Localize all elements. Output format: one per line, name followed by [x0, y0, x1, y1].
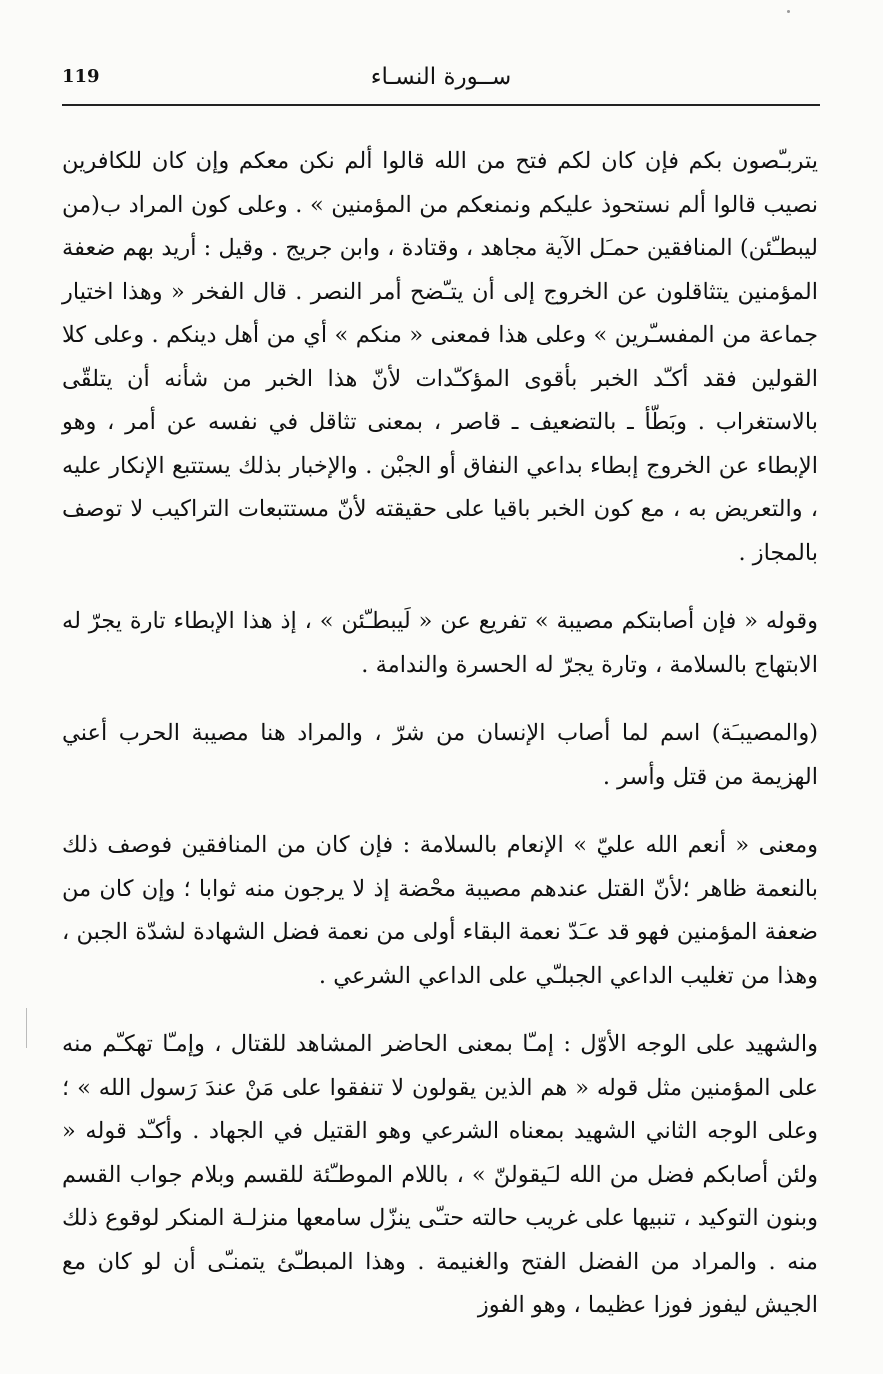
body-text [62, 140, 818, 1353]
paragraph: يتربـّصون بكم فإن كان لكم فتح من الله قالوا ألم نكن معكم وإن كان للكافرين نصيب قالوا ألم نستحوذ عليكم ونمنعكم من المؤمنين » . وعلى كون المراد ب(من ليبطـّئن) المنافقين حمـَل الآية مجاهد ، وقتادة ، وابن جريج . وقيل : أريد بهم ضعفة المؤمنين يتثاقلون عن الخروج إلى أن يتـّضح أمر النصر . قال الفخر « وهذا اختيار جماعة من المفسـّرين » وعلى هذا فمعنى « منكم » أي من أهل دينكم . وعلى كلا القولين فقد أكـّد الخبر بأقوى المؤكـّدات لأنّ هذا الخبر من شأنه أن يتلقّى بالاستغراب . وبَطّأ ـ بالتضعيف ـ قاصر ، بمعنى تثاقل في نفسه عن أمر ، وهو الإبطاء عن الخروج إبطاء بداعي النفاق أو الجبْن . والإخبار بذلك يستتبع الإنكار عليه ، والتعريض به ، مع كون الخبر باقيا على حقيقته لأنّ مستتبعات التراكيب لا توصف بالمجاز . [62, 148, 818, 566]
paragraph: (والمصيبـَة) اسم لما أصاب الإنسان من شرّ ، والمراد هنا مصيبة الحرب أعني الهزيمة من قتل وأسر . [62, 720, 818, 790]
paragraph: وقوله « فإن أصابتكم مصيبة » تفريع عن « لَيبطـّئن » ، إذ هذا الإبطاء تارة يجرّ له الابتهاج بالسلامة ، وتارة يجرّ له الحسرة والندامة . [62, 608, 818, 678]
paragraph: ومعنى « أنعم الله عليّ » الإنعام بالسلامة : فإن كان من المنافقين فوصف ذلك بالنعمة ظاهر ؛لأنّ القتل عندهم مصيبة محْضة إذ لا يرجون منه ثوابا ؛ وإن كان من ضعفة المؤمنين فهو قد عـَدّ نعمة البقاء أولى من نعمة فضل الشهادة لشدّة الجبن ، وهذا من تغليب الداعي الجبلـّي على الداعي الشرعي . [62, 832, 818, 989]
paper-speck [787, 10, 790, 13]
header-rule [62, 104, 820, 106]
margin-mark [26, 1008, 28, 1048]
page-header [62, 62, 820, 102]
paragraph: والشهيد على الوجه الأوّل : إمـّا بمعنى الحاضر المشاهد للقتال ، وإمـّا تهكـّم منه على المؤمنين مثل قوله « هم الذين يقولون لا تنفقوا على مَنْ عندَ رَسول الله » ؛ وعلى الوجه الثاني الشهيد بمعناه الشرعي وهو القتيل في الجهاد . وأكـّد قوله « ولئن أصابكم فضل من الله لـَيقولنّ » ، باللام الموطـّئة للقسم وبلام جواب القسم وبنون التوكيد ، تنبيها على غريب حالته حتـّى ينزّل سامعها منزلـة المنكر لوقوع ذلك منه . والمراد من الفضل الفتح والغنيمة . وهذا المبطـّئ يتمنـّى أن لو كان مع الجيش ليفوز فوزا عظيما ، وهو الفوز [62, 1031, 818, 1318]
running-title: ســورة النسـاء [370, 64, 512, 90]
page-number: 119 [62, 66, 100, 87]
